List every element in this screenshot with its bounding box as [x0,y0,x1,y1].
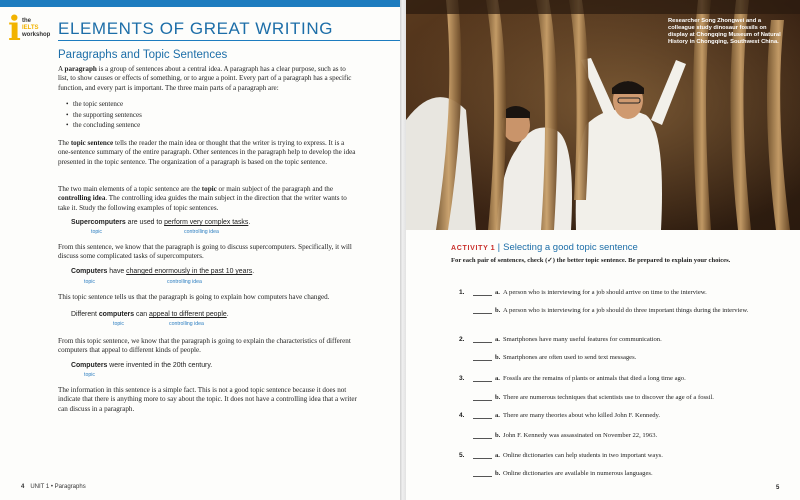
brand-suffix: workshop [22,32,51,38]
activity-title: Selecting a good topic sentence [503,242,638,253]
controlling-idea-label: controlling idea [184,229,219,235]
topic-sentence-term: topic sentence [70,139,114,147]
elements-paragraph: The two main elements of a topic sentence are the topic or main subject of the paragraph and the controlling idea. The controlling idea guides the main subject in the direction that the writer wants to take it. Study the following examples of topic sentences. [58,185,347,212]
right-page: Researcher Song Zhongwei and a colleague study dinosaur fossils on display at Chongqing Museum of Natural History in Chongqing, Southwest China. ACTIVITY 1 | Selecting a good topic sentence For each pair of sentences, check (✓) the better topic sentence. Be prepared to explain your choices. 1. a. A person who is interviewing for a job should arrive on time to the interview. b. A person who is interviewing for a job should do three important things during the interview. 2. a. Smartphones have many useful features for communication. b. Smartphones are often used to send text messages. 3. a. Fossils are the remains of plants or animals that died a long time ago. b. There are numerous techniques that scientists use to discover the age of a fossil. 4. a. There are many theories about who killed John F. Kennedy. b. John F. Kennedy was assassinated on November 22, 1963. 5. a. Online dictionaries can help students in two important ways. b. Online dictionaries are available in numerous languages. 5 [406,0,800,500]
activity-number: 1 [490,243,495,252]
item-number: 2. [459,336,465,343]
topic-label: topic [91,229,102,235]
activity-keyword: ACTIVITY [451,245,489,252]
unit-label: UNIT 1 • Paragraphs [30,484,86,490]
chapter-title: ELEMENTS OF GREAT WRITING [58,19,334,38]
brand-highlight: IELTS [22,25,39,31]
check-blank[interactable] [473,360,492,361]
check-blank[interactable] [473,458,492,459]
paragraph-term: paragraph [64,65,97,73]
fossil-photo [406,0,800,230]
topic-label: topic [84,372,95,378]
photo-caption: Researcher Song Zhongwei and a colleague study dinosaur fossils on display at Chongqing Museum of Natural History in Chongqing, Southwest China. [668,18,781,45]
activity-heading: ACTIVITY 1 | Selecting a good topic sentence [451,242,638,253]
title-divider [58,40,400,41]
item-number: 4. [459,412,465,419]
check-blank[interactable] [473,381,492,382]
item-number: 3. [459,375,465,382]
brand-logo [8,9,54,49]
intro-paragraph: A paragraph is a group of sentences about a central idea. A paragraph has a clear purpose, such as to list, to show causes or effects of something, or to argue a point. Every part of a paragraph has a specific function, and every part is important. The three main parts of a paragraph are: [58,65,352,92]
check-blank[interactable] [473,342,492,343]
item-number: 1. [459,289,465,296]
brand-prefix: the [22,18,31,24]
list-item: • the topic sentence [66,99,142,110]
explanation-3: From this topic sentence, we know that the paragraph is going to explain the characteristics of different computers that appeal to different kinds of people. [58,337,351,355]
list-item: • the concluding sentence [66,120,142,131]
item-number: 5. [459,452,465,459]
list-item: • the supporting sentences [66,110,142,121]
paragraph-parts-list [66,99,142,131]
top-color-rule [0,0,400,7]
controlling-idea-label: controlling idea [167,279,202,285]
check-blank[interactable] [473,313,492,314]
page-footer [21,484,86,490]
section-heading: Paragraphs and Topic Sentences [58,49,228,61]
topic-label: topic [84,279,95,285]
explanation-4: The information in this sentence is a simple fact. This is not a good topic sentence because it does not indicate that there is anything more to say about the topic. It does not have a controlling idea that a writer can discuss in a paragraph. [58,386,357,413]
check-blank[interactable] [473,418,492,419]
controlling-idea-label: controlling idea [169,321,204,327]
example-sentence-1: Supercomputers are used to perform very complex tasks. [71,219,251,226]
check-blank[interactable] [473,476,492,477]
topic-sentence-paragraph: The topic sentence tells the reader the main idea or thought that the writer is trying to express. It is a one-sentence summary of the entire paragraph. Other sentences in the paragraph help to develop the idea presented in the topic sentence. The organization of a paragraph is based on the topic sentence. [58,139,356,166]
example-sentence-2: Computers have changed enormously in the past 10 years. [71,268,255,275]
example-sentence-3: Different computers can appeal to different people. [71,311,229,318]
example-sentence-4: Computers were invented in the 20th century. [71,362,213,369]
explanation-2: This topic sentence tells us that the paragraph is going to explain how computers have changed. [58,293,330,301]
check-blank[interactable] [473,438,492,439]
check-blank[interactable] [473,400,492,401]
activity-instructions: For each pair of sentences, check (✓) the better topic sentence. Be prepared to explain your choices. [451,257,731,264]
topic-label: topic [113,321,124,327]
logo-i-glyph: i [8,9,21,49]
page-number-right: 5 [776,485,780,491]
page-number-left: 4 [21,484,25,490]
explanation-1: From this sentence, we know that the paragraph is going to discuss supercomputers. Specifically, it will discuss some complicated tasks of supercomputers. [58,243,352,261]
check-blank[interactable] [473,295,492,296]
